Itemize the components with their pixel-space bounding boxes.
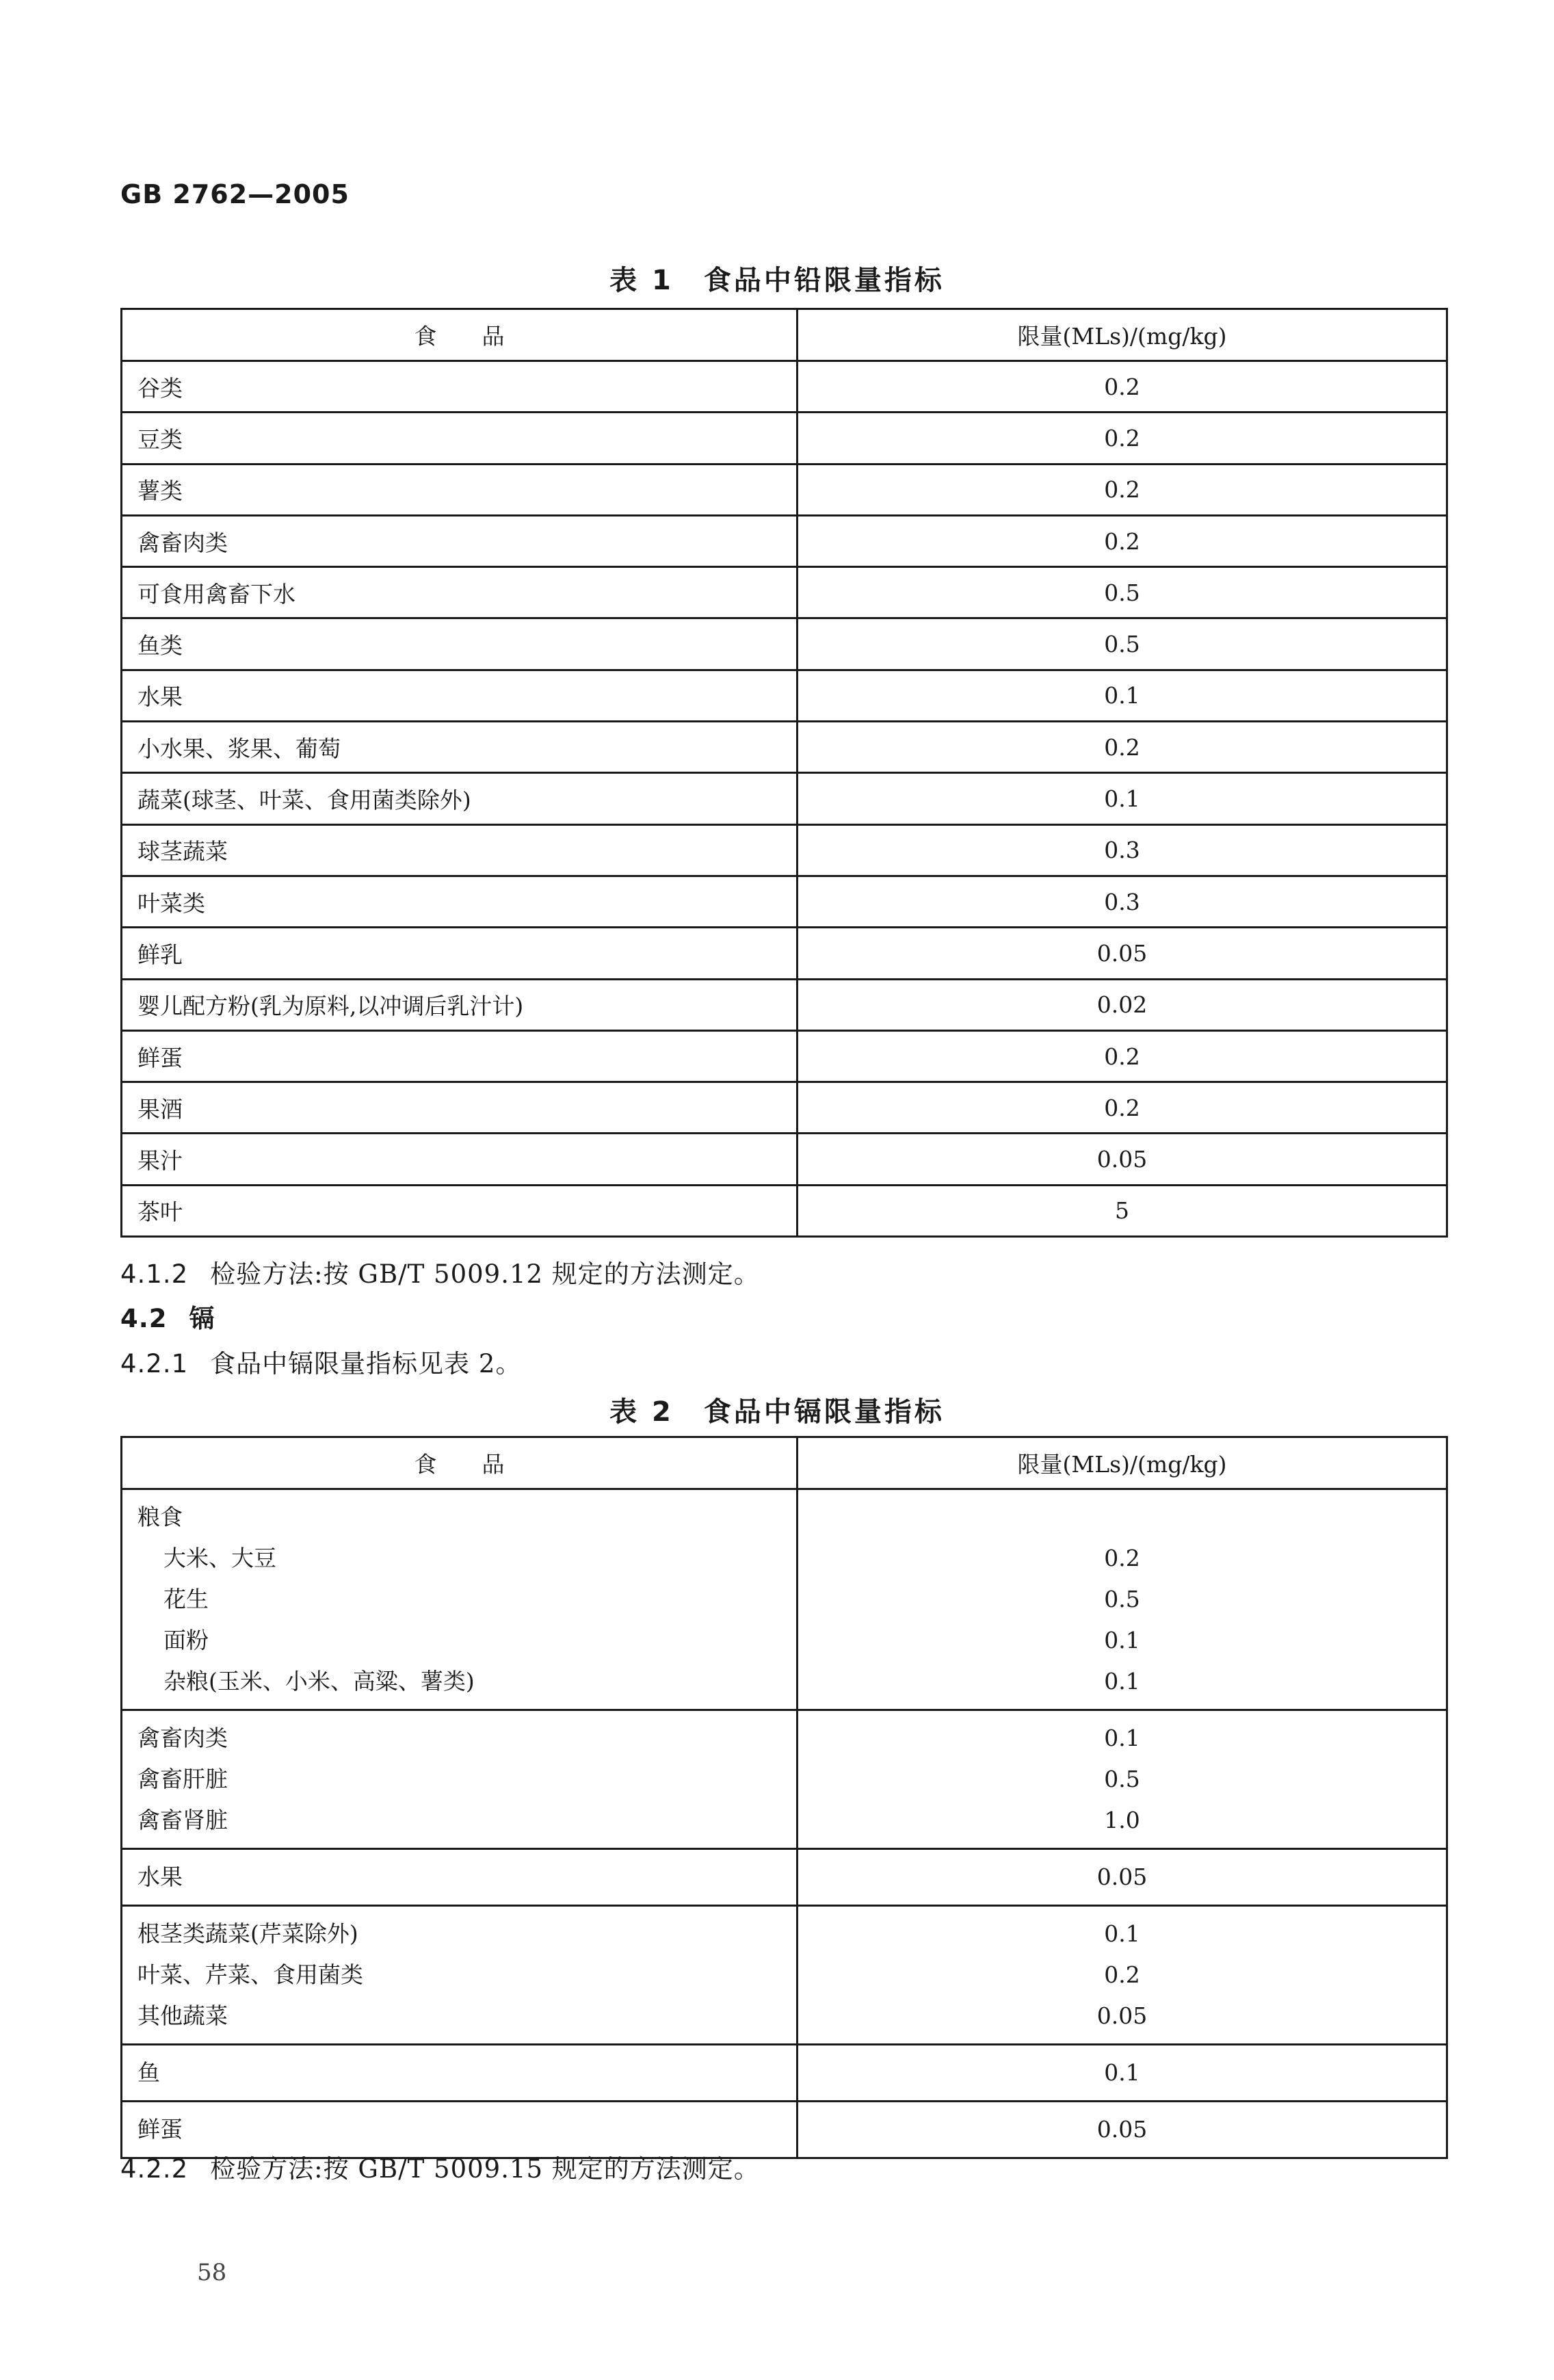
- food-name: 面粉: [163, 1627, 209, 1653]
- table-row-group: [122, 1710, 1447, 1849]
- food-cell: 果酒: [122, 1082, 798, 1134]
- column-header-limit: 限量(MLs)/(mg/kg): [798, 309, 1447, 361]
- page-number: 58: [197, 2259, 227, 2286]
- limit-cell: 0.5: [798, 567, 1447, 618]
- food-cell: 鲜乳: [122, 928, 798, 979]
- food-name: 禽畜肉类: [137, 1725, 228, 1751]
- food-cell: 禽畜肉类: [122, 515, 798, 566]
- food-name: 禽畜肾脏: [137, 1807, 228, 1833]
- food-cell: 可食用禽畜下水: [122, 567, 798, 618]
- food-cell: 水果: [122, 670, 798, 721]
- limit-cell: 0.02: [798, 979, 1447, 1030]
- clause-text: 检验方法:按 GB/T 5009.15 规定的方法测定。: [210, 2154, 760, 2184]
- limit-cell: [798, 1710, 1447, 1849]
- clause-number: 4.2: [120, 1304, 168, 1333]
- limit-cell: [798, 2045, 1447, 2102]
- table-row: [122, 464, 1447, 515]
- limit-value: 0.2: [1104, 1961, 1140, 1988]
- food-cell: 小水果、浆果、葡萄: [122, 722, 798, 773]
- food-name: 杂粮(玉米、小米、高粱、薯类): [163, 1668, 475, 1695]
- limit-cell: [798, 1489, 1447, 1710]
- limit-value: 0.1: [1104, 1725, 1140, 1751]
- cadmium-limits-table: [120, 1436, 1448, 2159]
- table-row: [122, 567, 1447, 618]
- clause-text: 检验方法:按 GB/T 5009.12 规定的方法测定。: [210, 1259, 760, 1289]
- column-header-food: 食 品: [122, 1437, 798, 1489]
- limit-cell: 0.2: [798, 361, 1447, 413]
- food-name: 鱼: [137, 2059, 160, 2086]
- food-name: 禽畜肝脏: [137, 1766, 228, 1792]
- table-row: [122, 618, 1447, 670]
- limit-cell: 0.05: [798, 928, 1447, 979]
- section-4-2-heading: [120, 1298, 215, 1335]
- limit-cell: [798, 1906, 1447, 2045]
- limit-cell: 0.5: [798, 618, 1447, 670]
- table-row: [122, 670, 1447, 721]
- clause-number: 4.2.2: [120, 2154, 189, 2184]
- limit-value: 0.5: [1104, 1766, 1140, 1792]
- food-name: 大米、大豆: [163, 1545, 276, 1571]
- limit-value: 0.5: [1104, 1586, 1140, 1612]
- table1-title: 表 1 食品中铅限量指标: [609, 265, 945, 296]
- limit-cell: 5: [798, 1185, 1447, 1236]
- table-row: [122, 876, 1447, 927]
- limit-cell: 0.2: [798, 413, 1447, 464]
- lead-limits-table: [120, 308, 1448, 1238]
- column-header-food: 食 品: [122, 309, 798, 361]
- table-row-group: [122, 1489, 1447, 1710]
- food-cell: 球茎蔬菜: [122, 824, 798, 876]
- table-row: [122, 1185, 1447, 1236]
- limit-cell: 0.2: [798, 1030, 1447, 1082]
- standard-code: GB 2762—2005: [120, 179, 350, 209]
- limit-value: 0.1: [1104, 1920, 1140, 1947]
- table-row: [122, 515, 1447, 566]
- food-cell: [122, 1906, 798, 2045]
- limit-cell: [798, 2102, 1447, 2158]
- limit-cell: 0.3: [798, 876, 1447, 927]
- food-name: 根茎类蔬菜(芹菜除外): [137, 1920, 358, 1947]
- food-cell: [122, 2045, 798, 2102]
- table-row: [122, 1030, 1447, 1082]
- section-title: 镉: [189, 1304, 215, 1333]
- food-cell: 鲜蛋: [122, 1030, 798, 1082]
- limit-value: 0.1: [1104, 1627, 1140, 1653]
- food-name: 粮食: [137, 1504, 183, 1530]
- table-row: [122, 413, 1447, 464]
- table2-title: 表 2 食品中镉限量指标: [609, 1396, 945, 1428]
- food-cell: 谷类: [122, 361, 798, 413]
- limit-cell: 0.1: [798, 773, 1447, 824]
- food-cell: [122, 1710, 798, 1849]
- clause-number: 4.1.2: [120, 1259, 189, 1289]
- limit-value: 0.05: [1096, 2116, 1148, 2143]
- paragraph-4-2-1: [120, 1343, 521, 1380]
- food-cell: [122, 1489, 798, 1710]
- food-cell: 蔬菜(球茎、叶菜、食用菌类除外): [122, 773, 798, 824]
- table-row: [122, 979, 1447, 1030]
- limit-value: 0.05: [1096, 2002, 1148, 2029]
- limit-cell: 0.2: [798, 722, 1447, 773]
- food-cell: 婴儿配方粉(乳为原料,以冲调后乳汁计): [122, 979, 798, 1030]
- limit-cell: 0.05: [798, 1134, 1447, 1185]
- table-row: [122, 1134, 1447, 1185]
- limit-value: 0.1: [1104, 1668, 1140, 1695]
- limit-value: [813, 1497, 1431, 1538]
- table-row: [122, 722, 1447, 773]
- limit-cell: [798, 1849, 1447, 1906]
- limit-cell: 0.2: [798, 515, 1447, 566]
- clause-text: 食品中镉限量指标见表 2。: [210, 1349, 522, 1378]
- food-cell: 薯类: [122, 464, 798, 515]
- table-row: [122, 1082, 1447, 1134]
- limit-value: 1.0: [1104, 1807, 1140, 1833]
- paragraph-4-2-2: [120, 2148, 760, 2185]
- limit-cell: 0.2: [798, 464, 1447, 515]
- table-header-row: [122, 1437, 1447, 1489]
- food-cell: 果汁: [122, 1134, 798, 1185]
- paragraph-4-1-2: [120, 1253, 760, 1290]
- food-cell: 鱼类: [122, 618, 798, 670]
- food-name: 水果: [137, 1864, 183, 1890]
- food-cell: 茶叶: [122, 1185, 798, 1236]
- limit-value: 0.1: [1104, 2059, 1140, 2086]
- table-row: [122, 824, 1447, 876]
- limit-value: 0.05: [1096, 1864, 1148, 1890]
- limit-value: 0.2: [1104, 1545, 1140, 1571]
- table-row: [122, 928, 1447, 979]
- food-name: 叶菜、芹菜、食用菌类: [137, 1961, 363, 1988]
- table-row-group: [122, 2045, 1447, 2102]
- limit-cell: 0.2: [798, 1082, 1447, 1134]
- food-name: 花生: [163, 1586, 209, 1612]
- table-header-row: [122, 309, 1447, 361]
- table-row: [122, 361, 1447, 413]
- food-name: 其他蔬菜: [137, 2002, 228, 2029]
- food-cell: 叶菜类: [122, 876, 798, 927]
- table-row: [122, 773, 1447, 824]
- limit-cell: 0.3: [798, 824, 1447, 876]
- food-cell: 豆类: [122, 413, 798, 464]
- column-header-limit: 限量(MLs)/(mg/kg): [798, 1437, 1447, 1489]
- table-row-group: [122, 1849, 1447, 1906]
- food-name: 鲜蛋: [137, 2116, 183, 2143]
- table-row-group: [122, 1906, 1447, 2045]
- limit-cell: 0.1: [798, 670, 1447, 721]
- clause-number: 4.2.1: [120, 1349, 189, 1378]
- food-cell: [122, 1849, 798, 1906]
